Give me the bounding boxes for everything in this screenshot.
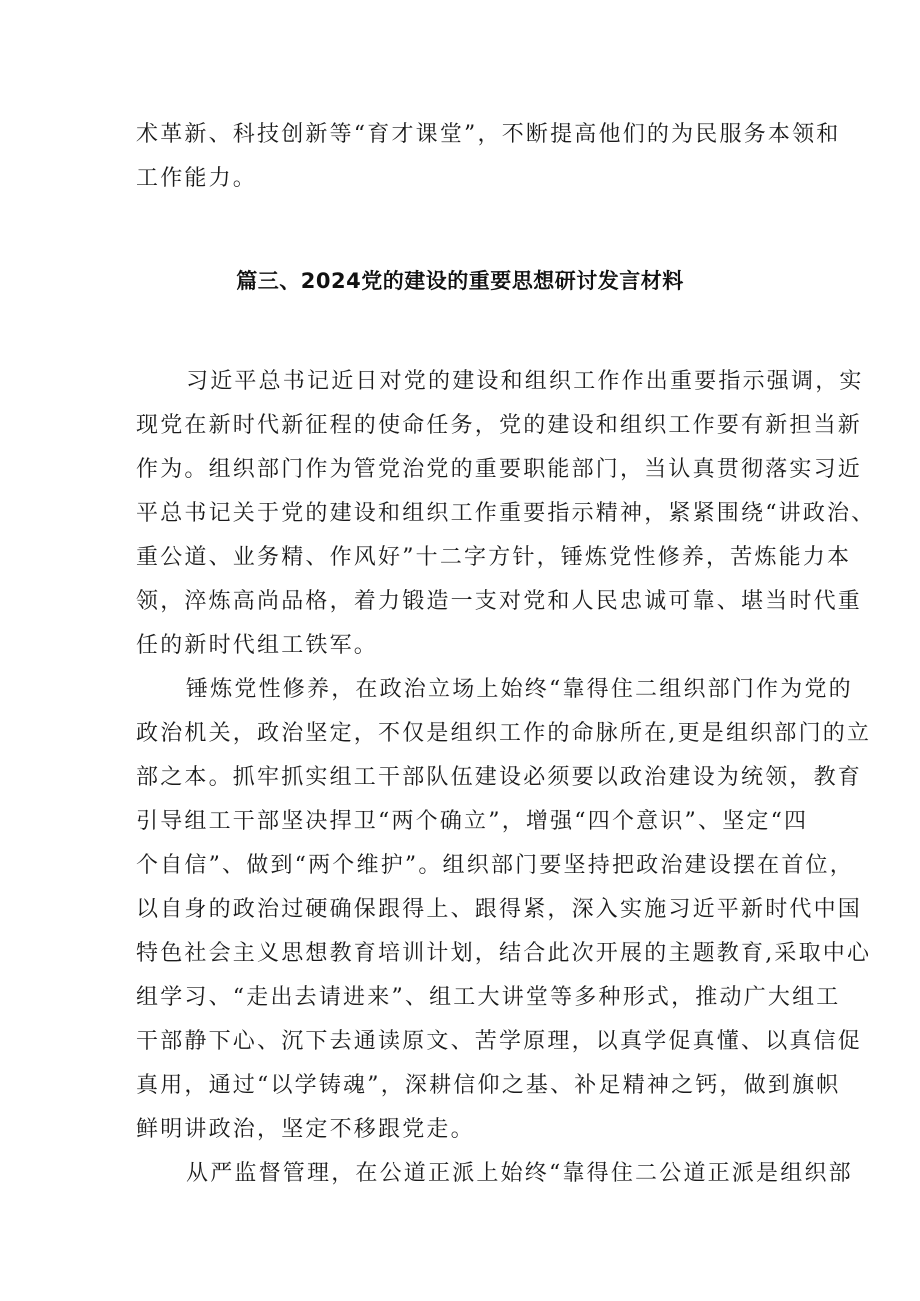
- paragraph-line: 从严监督管理，在公道正派上始终“靠得住二公道正派是组织部: [186, 1161, 853, 1186]
- paragraph-line: 引导组工干部坚决捍卫“两个确立”，增强“四个意识”、坚定“四: [136, 809, 809, 834]
- intro-line: 术革新、科技创新等“育才课堂”，不断提高他们的为民服务本领和: [136, 122, 841, 147]
- paragraph-line: 干部静下心、沉下去通读原文、苦学原理，以真学促真懂、以真信促: [136, 1029, 863, 1054]
- paragraph-line: 部之本。抓牢抓实组工干部队伍建设必须要以政治建设为统领，教育: [136, 765, 863, 790]
- paragraph-line: 政治机关，政治坚定，不仅是组织工作的命脉所在,更是组织部门的立: [136, 721, 872, 746]
- paragraph-line: 平总书记关于党的建设和组织工作重要指示精神，紧紧围绕“讲政治、: [136, 501, 876, 526]
- section-title: 篇三、2024党的建设的重要思想研讨发言材料: [236, 269, 684, 293]
- intro-line: 工作能力。: [136, 166, 258, 191]
- paragraph-line: 领，淬炼高尚品格，着力锻造一支对党和人民忠诚可靠、堪当时代重: [136, 589, 863, 614]
- paragraph-line: 锤炼党性修养，在政治立场上始终“靠得住二组织部门作为党的: [186, 677, 853, 702]
- paragraph-line: 特色社会主义思想教育培训计划，结合此次开展的主题教育,采取中心: [136, 941, 872, 966]
- paragraph-line: 现党在新时代新征程的使命任务，党的建设和组织工作要有新担当新: [136, 413, 863, 438]
- paragraph-line: 作为。组织部门作为管党治党的重要职能部门，当认真贯彻落实习近: [136, 457, 863, 482]
- paragraph-line: 任的新时代组工铁军。: [136, 633, 379, 658]
- paragraph-line: 以自身的政治过硬确保跟得上、跟得紧，深入实施习近平新时代中国: [136, 897, 863, 922]
- paragraph-line: 个自信”、做到“两个维护”。组织部门要坚持把政治建设摆在首位，: [136, 853, 854, 878]
- paragraph-line: 组学习、“走出去请进来”、组工大讲堂等多种形式，推动广大组工: [136, 985, 841, 1010]
- paragraph-line: 习近平总书记近日对党的建设和组织工作作出重要指示强调，实: [186, 369, 864, 394]
- paragraph-line: 重公道、业务精、作风好”十二字方针，锤炼党性修养，苦炼能力本: [136, 545, 852, 570]
- paragraph-line: 真用，通过“以学铸魂”，深耕信仰之基、补足精神之钙，做到旗帜: [136, 1073, 841, 1098]
- paragraph-line: 鲜明讲政治，坚定不移跟党走。: [136, 1117, 475, 1142]
